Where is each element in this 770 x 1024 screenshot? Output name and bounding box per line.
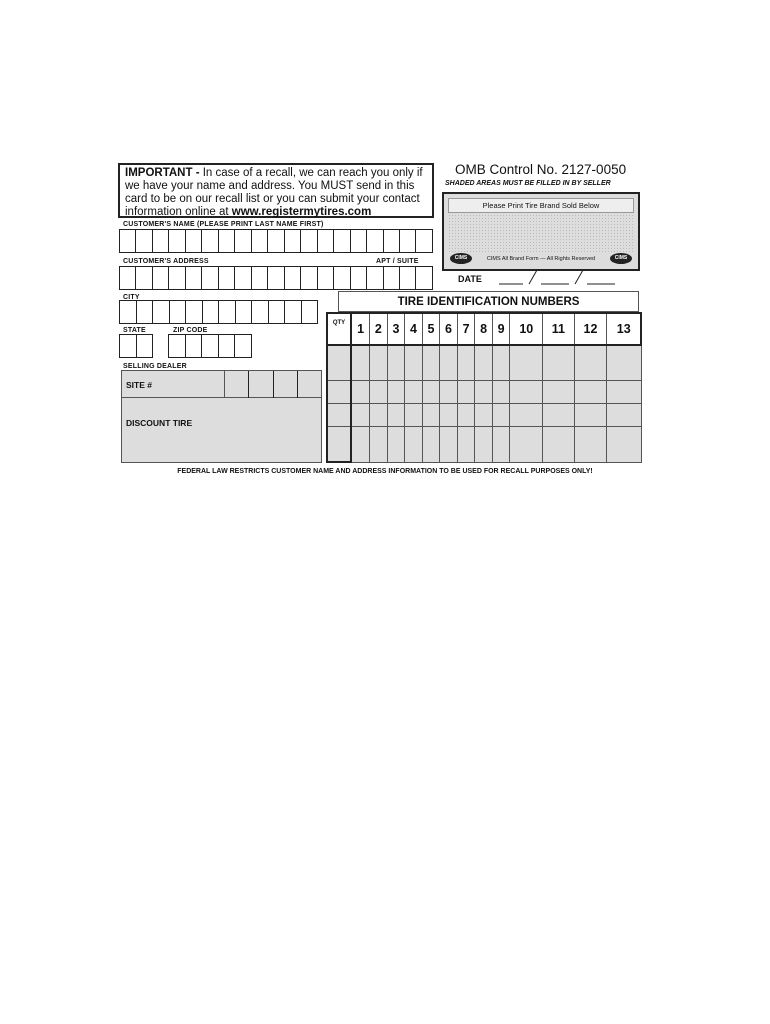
- tin-cell[interactable]: [370, 345, 388, 380]
- tire-column-header: 10: [510, 313, 543, 345]
- notice-line-4: information online at: [125, 206, 232, 218]
- tin-cell[interactable]: [457, 345, 475, 380]
- tin-cell[interactable]: [422, 345, 440, 380]
- important-notice: [118, 163, 434, 218]
- tin-cell[interactable]: [574, 380, 607, 403]
- tire-column-header: 1: [351, 313, 370, 345]
- qty-cell[interactable]: [327, 427, 351, 462]
- tin-cell[interactable]: [543, 380, 574, 403]
- tin-cell[interactable]: [607, 427, 641, 462]
- notice-line-2: we have your name and address. You MUST send in this: [125, 180, 415, 192]
- city-field[interactable]: [119, 300, 318, 324]
- tin-cell[interactable]: [370, 403, 388, 426]
- tin-cell[interactable]: [492, 380, 510, 403]
- tire-column-header: 3: [387, 313, 405, 345]
- tin-cell[interactable]: [574, 345, 607, 380]
- apt-suite-label: APT / SUITE: [376, 258, 419, 265]
- shaded-areas-note: SHADED AREAS MUST BE FILLED IN BY SELLER: [445, 180, 611, 187]
- qty-cell[interactable]: [327, 380, 351, 403]
- city-label: CITY: [123, 294, 140, 301]
- tin-cell[interactable]: [607, 380, 641, 403]
- tin-cell[interactable]: [351, 403, 370, 426]
- tin-cell[interactable]: [543, 427, 574, 462]
- tin-cell[interactable]: [492, 427, 510, 462]
- tire-column-header: 2: [370, 313, 388, 345]
- zip-field[interactable]: [168, 334, 252, 358]
- table-row: [327, 427, 641, 462]
- tin-cell[interactable]: [440, 427, 458, 462]
- tin-cell[interactable]: [370, 427, 388, 462]
- tin-cell[interactable]: [510, 403, 543, 426]
- tin-cell[interactable]: [422, 403, 440, 426]
- brand-box-header: Please Print Tire Brand Sold Below: [448, 198, 634, 213]
- customer-name-field[interactable]: [119, 229, 433, 253]
- selling-dealer-box: [121, 370, 322, 463]
- date-field[interactable]: [495, 268, 619, 286]
- state-field[interactable]: [119, 334, 153, 358]
- state-label: STATE: [123, 327, 146, 334]
- tin-cell[interactable]: [510, 380, 543, 403]
- tin-cell[interactable]: [574, 403, 607, 426]
- tire-column-header: 13: [607, 313, 641, 345]
- tin-cell[interactable]: [405, 403, 423, 426]
- tire-identification-header: TIRE IDENTIFICATION NUMBERS: [338, 291, 639, 312]
- tire-id-table: [326, 312, 642, 463]
- customer-address-field[interactable]: [119, 266, 433, 290]
- tin-cell[interactable]: [387, 380, 405, 403]
- tire-column-header: 5: [422, 313, 440, 345]
- important-label: IMPORTANT -: [125, 167, 200, 179]
- tin-cell[interactable]: [475, 427, 493, 462]
- tire-column-header: 11: [543, 313, 574, 345]
- cims-logo-icon: CIMS: [610, 253, 632, 264]
- tin-cell[interactable]: [510, 427, 543, 462]
- tire-column-header: 7: [457, 313, 475, 345]
- tire-column-header: 8: [475, 313, 493, 345]
- site-number-field[interactable]: [224, 371, 321, 398]
- tin-cell[interactable]: [387, 345, 405, 380]
- tin-cell[interactable]: [475, 403, 493, 426]
- tin-cell[interactable]: [457, 403, 475, 426]
- tin-cell[interactable]: [457, 427, 475, 462]
- tire-brand-box: [442, 192, 640, 271]
- table-row: [327, 345, 641, 380]
- tin-cell[interactable]: [351, 427, 370, 462]
- tin-cell[interactable]: [405, 380, 423, 403]
- tin-cell[interactable]: [405, 427, 423, 462]
- customer-address-label: CUSTOMER'S ADDRESS: [123, 258, 209, 265]
- tin-cell[interactable]: [607, 403, 641, 426]
- tin-cell[interactable]: [492, 403, 510, 426]
- notice-line-1: In case of a recall, we can reach you only if: [199, 167, 423, 179]
- tire-header-row: [327, 313, 641, 345]
- tin-cell[interactable]: [351, 380, 370, 403]
- omb-control-number: OMB Control No. 2127-0050: [455, 162, 627, 177]
- tin-cell[interactable]: [387, 427, 405, 462]
- tin-cell[interactable]: [574, 427, 607, 462]
- table-row: [327, 380, 641, 403]
- qty-label: QTY: [327, 313, 351, 345]
- tin-cell[interactable]: [370, 380, 388, 403]
- tin-cell[interactable]: [475, 380, 493, 403]
- tire-column-header: 6: [440, 313, 458, 345]
- table-row: [327, 403, 641, 426]
- zip-label: ZIP CODE: [173, 327, 208, 334]
- tin-cell[interactable]: [457, 380, 475, 403]
- selling-dealer-label: SELLING DEALER: [123, 363, 187, 370]
- register-url-link[interactable]: www.registermytires.com: [231, 206, 372, 218]
- tin-cell[interactable]: [543, 403, 574, 426]
- tin-cell[interactable]: [543, 345, 574, 380]
- customer-name-label: CUSTOMER'S NAME (PLEASE PRINT LAST NAME FIRST): [123, 221, 324, 228]
- tin-cell[interactable]: [405, 345, 423, 380]
- tire-column-header: 9: [492, 313, 510, 345]
- tire-column-header: 12: [574, 313, 607, 345]
- tire-column-header: 4: [405, 313, 423, 345]
- notice-line-3: card to be on our recall list or you can submit your contact: [125, 193, 420, 205]
- tin-cell[interactable]: [475, 345, 493, 380]
- dealer-name: DISCOUNT TIRE: [126, 418, 193, 428]
- tin-cell[interactable]: [510, 345, 543, 380]
- tire-brand-field[interactable]: [448, 214, 634, 252]
- cims-logo-icon: CIMS: [450, 253, 472, 264]
- tin-cell[interactable]: [422, 380, 440, 403]
- brand-box-footer: [448, 252, 634, 266]
- tin-cell[interactable]: [440, 345, 458, 380]
- federal-law-footer: FEDERAL LAW RESTRICTS CUSTOMER NAME AND ADDRESS INFORMATION TO BE USED FOR RECALL PURPOSES ONLY!: [177, 468, 593, 475]
- site-row: [122, 371, 321, 398]
- qty-cell[interactable]: [327, 345, 351, 380]
- site-label: SITE #: [126, 380, 152, 390]
- tin-cell[interactable]: [351, 345, 370, 380]
- tin-cell[interactable]: [607, 345, 641, 380]
- qty-cell[interactable]: [327, 403, 351, 426]
- tin-cell[interactable]: [492, 345, 510, 380]
- brand-footer-text: CIMS All Brand Form — All Rights Reserved: [486, 256, 596, 262]
- tin-cell[interactable]: [422, 427, 440, 462]
- date-label: DATE: [458, 274, 482, 284]
- tin-cell[interactable]: [440, 403, 458, 426]
- tin-cell[interactable]: [387, 403, 405, 426]
- tin-cell[interactable]: [440, 380, 458, 403]
